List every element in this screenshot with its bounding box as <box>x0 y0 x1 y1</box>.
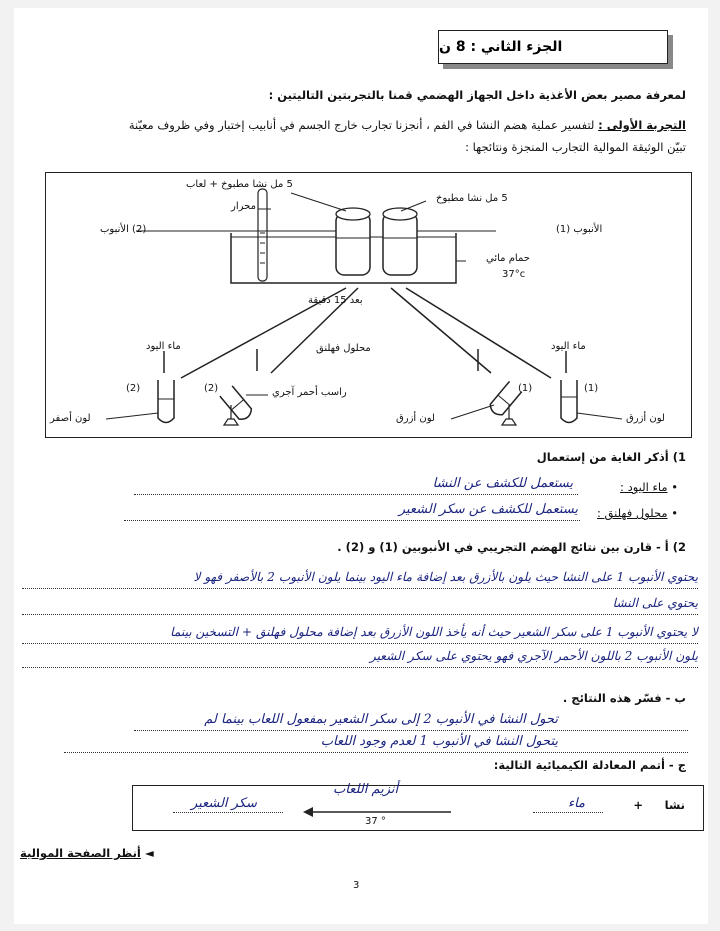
q1-item1-line <box>134 494 578 495</box>
q2b-answer-line2: يتحول النشا في الأنبوب 1 لعدم وجود اللعاب <box>320 734 558 749</box>
answer-line <box>22 588 698 589</box>
label-tube1-content: 5 مل نشا مطبوخ <box>436 193 508 204</box>
label-brick-red: راسب أحمر آجري <box>272 387 347 398</box>
q1-bullet1: • <box>671 480 678 494</box>
label-tube2-content: 5 مل نشا مطبوخ + لعاب <box>186 179 293 190</box>
q1-item2-line <box>124 520 580 521</box>
answer-line <box>134 730 688 731</box>
experiment1-text1: لتفسير عملية هضم النشا في الفم ، أنجزنا تجارب خارج الجسم في أنابيب إختبار وفي ظروف معيّنة <box>128 118 595 132</box>
eq-water: ماء <box>567 796 585 811</box>
bath-tube-2 <box>336 213 370 275</box>
result-tube-1-iodine <box>561 380 577 423</box>
q1-label: 1) أذكر الغاية من إستعمال <box>536 450 686 464</box>
arrow-icon: ◄ <box>140 846 154 860</box>
label-yellow: لون أصفر <box>50 413 91 424</box>
q2a-answer-line3: لا يحتوي الأنبوب 1 على سكر الشعير حيث أنه يأخذ اللون الأزرق بعد إضافة محلول فهلنق + التسخين بينما <box>170 625 698 639</box>
q2a-answer-line4: يلون الأنبوب 2 باللون الأحمر الآجري فهو يحتوي على سكر الشعير <box>369 649 698 663</box>
q1-item2-answer: يستعمل للكشف عن سكر الشعير <box>398 502 578 517</box>
part-title-box <box>438 30 668 64</box>
q2a-label: 2) أ - قارن بين نتائج الهضم التجريبي في الأنبوبين (1) و (2) . <box>337 540 686 554</box>
label-thermometer: محرار <box>231 201 256 212</box>
label-num1-left: (1) <box>518 383 533 394</box>
answer-line <box>533 812 603 813</box>
answer-line <box>22 667 698 668</box>
result-tube-1-fehling <box>488 381 522 417</box>
answer-line <box>64 752 688 753</box>
q1-item2 <box>597 506 678 520</box>
q2a-answer-line2: يحتوي على النشا <box>612 596 698 610</box>
page-number: 3 <box>353 880 360 891</box>
q1-item2-label: محلول فهلنق : <box>597 506 668 520</box>
experiment1-line1 <box>129 118 686 132</box>
label-tube2: (2) الأنبوب <box>100 224 147 235</box>
label-fehling: محلول فهلنق <box>316 343 371 354</box>
burner-right <box>502 405 516 425</box>
eq-starch: نشا <box>664 798 685 812</box>
label-iodine-left: ماء اليود <box>146 341 181 352</box>
equation-box <box>132 782 704 831</box>
result-tube-2-iodine <box>158 380 174 423</box>
answer-line <box>22 643 698 644</box>
bath-tube-1 <box>383 213 417 275</box>
part-title: الجزء الثاني : 8 ن <box>439 39 563 55</box>
q1-bullet2: • <box>671 506 678 520</box>
label-tube1: الأنبوب (1) <box>556 224 603 235</box>
q2b-label: ب - فسّر هذه النتائج . <box>562 691 686 705</box>
next-page-text: أنظر الصفحة الموالية <box>20 846 141 860</box>
eq-temperature: 37 ° <box>365 816 386 827</box>
label-iodine-right: ماء اليود <box>551 341 586 352</box>
result-tube-2-fehling <box>220 386 254 422</box>
answer-line <box>22 614 698 615</box>
q1-item1-answer: يستعمل للكشف عن النشا <box>432 476 573 491</box>
eq-enzyme: أنزيم اللعاب <box>333 782 399 797</box>
label-num1-right: (1) <box>584 383 599 394</box>
eq-plus: + <box>633 798 643 812</box>
label-temperature: 37°c <box>502 269 526 280</box>
q2a-answer-line1: يحتوي الأنبوب 1 على النشا حيث يلون بالأزرق بعد إضافة ماء اليود بينما يلون الأنبوب 2 بالأصفر فهو لا <box>193 570 698 584</box>
answer-line <box>173 812 283 813</box>
label-blue-a: لون أزرق <box>396 413 435 424</box>
intro-text: لمعرفة مصير بعض الأغذية داخل الجهاز الهضمي قمنا بالتجربتين التاليتين : <box>268 88 686 102</box>
eq-product: سكر الشعير <box>191 796 257 811</box>
q2b-answer-line1: تحول النشا في الأنبوب 2 إلى سكر الشعير بمفعول اللعاب بينما لم <box>204 712 558 727</box>
q1-item1 <box>620 480 678 494</box>
worksheet-page <box>14 8 708 924</box>
diagram-drawing <box>46 173 691 437</box>
q2c-label: ج - أتمم المعادلة الكيميائية التالية: <box>493 758 686 772</box>
experiment1-title: التجربة الأولى : <box>598 118 686 132</box>
experiment1-text2: تبيّن الوثيقة الموالية التجارب المنجزة ونتائجها : <box>465 140 686 154</box>
q1-item1-label: ماء اليود : <box>620 480 668 494</box>
label-num2-right: (2) <box>204 383 219 394</box>
label-after-time: بعد 15 دقيقة <box>308 295 363 306</box>
experiment-diagram <box>45 172 692 438</box>
label-num2-left: (2) <box>126 383 141 394</box>
label-blue-b: لون أزرق <box>626 413 665 424</box>
thermometer-shape <box>258 189 267 281</box>
next-page-note <box>20 846 154 860</box>
label-water-bath: حمام مائي <box>486 253 530 264</box>
